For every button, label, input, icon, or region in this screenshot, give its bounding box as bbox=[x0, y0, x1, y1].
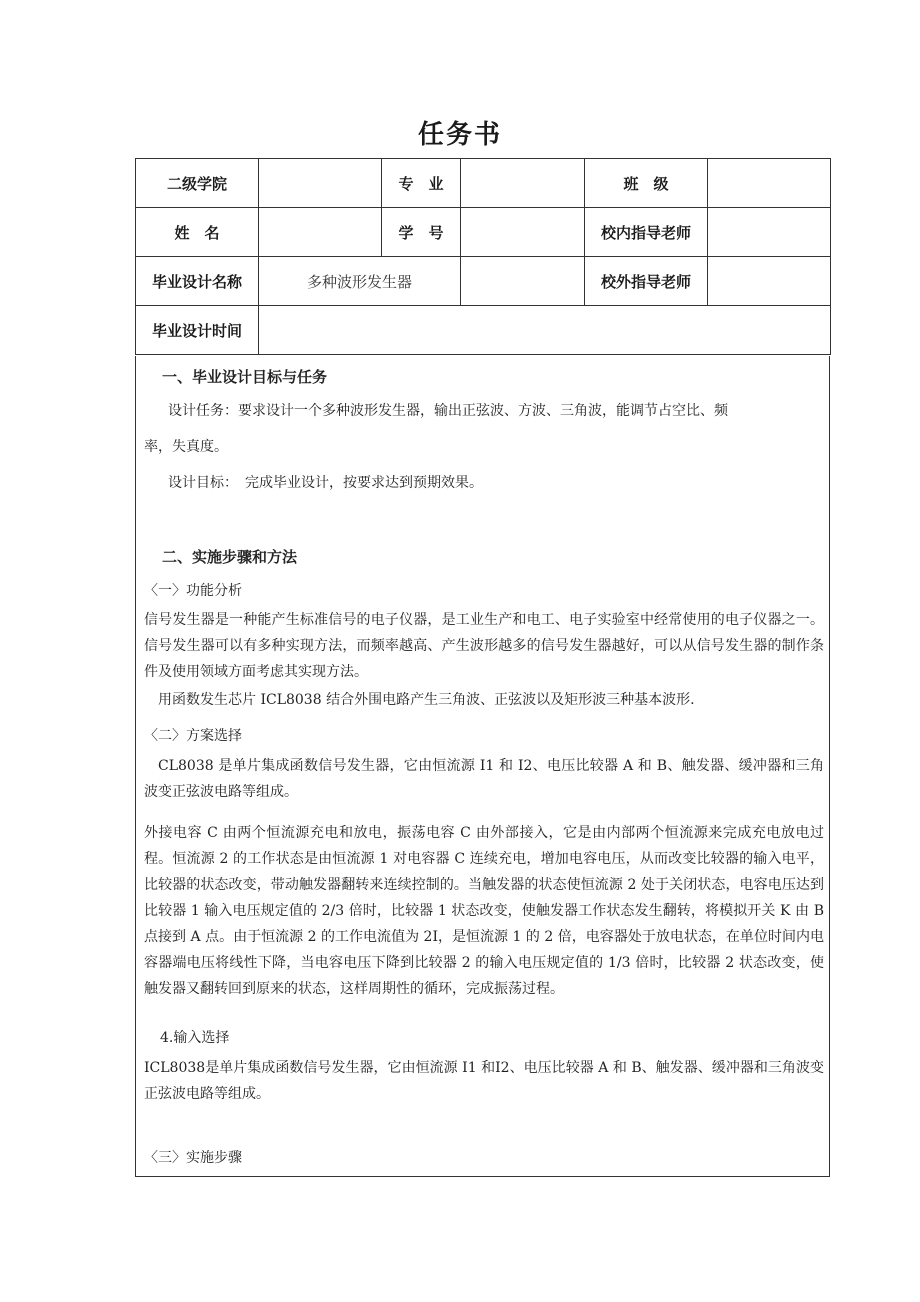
project-name-label: 毕业设计名称 bbox=[136, 257, 259, 306]
info-form-table bbox=[135, 158, 831, 355]
external-advisor-label: 校外指导老师 bbox=[585, 257, 708, 306]
class-label: 班 级 bbox=[585, 159, 708, 208]
subsection-input-selection: 4.输入选择 bbox=[160, 1030, 230, 1046]
major-field[interactable] bbox=[461, 159, 585, 208]
task-line-1: 设计任务：要求设计一个多种波形发生器，输出正弦波、方波、三角波，能调节占空比、频 bbox=[168, 403, 728, 419]
major-label: 专 业 bbox=[382, 159, 461, 208]
form-row-2 bbox=[136, 208, 831, 257]
project-time-field[interactable] bbox=[259, 306, 831, 355]
subsection-function-analysis: 〈一〉功能分析 bbox=[144, 583, 242, 599]
form-row-3 bbox=[136, 257, 831, 306]
project-time-label: 毕业设计时间 bbox=[136, 306, 259, 355]
student-id-field[interactable] bbox=[461, 208, 585, 257]
name-field[interactable] bbox=[259, 208, 382, 257]
paragraph-cl8038: CL8038 是单片集成函数信号发生器，它由恒流源 I1 和 I2、电压比较器 A 和 B、触发器、缓冲器和三角波变正弦波电路等组成。 bbox=[144, 758, 824, 800]
student-id-label: 学 号 bbox=[382, 208, 461, 257]
goal-line: 设计目标： 完成毕业设计，按要求达到预期效果。 bbox=[168, 475, 483, 491]
paragraph-signal-generator: 信号发生器是一种能产生标准信号的电子仪器，是工业生产和电工、电子实验室中经常使用的电子仪器之一。信号发生器可以有多种实现方法，而频率越高、产生波形越多的信号发生器越好，可以从信号发生器的制作条件及使用领域方面考虑其实现方法。 bbox=[144, 612, 824, 680]
external-advisor-field[interactable] bbox=[708, 257, 831, 306]
empty-cell bbox=[461, 257, 585, 306]
paragraph-oscillation: 外接电容 C 由两个恒流源充电和放电，振荡电容 C 由外部接入，它是由内部两个恒流源来完成充电放电过程。恒流源 2 的工作状态是由恒流源 1 对电容器 C 连续充电，增加电容电压，从而改变比较器的输入电平，比较器的状态改变，带动触发器翻转来连续控制的。当触发器的状态使恒流源 2 处于关闭状态，电容电压达到比较器 1 输入电压规定值的 2/3 倍时，比较器 1 状态改变，使触发器工作状态发生翻转，将模拟开关 K 由 B 点接到 A 点。由于恒流源 2 的工作电流值为 2I，是恒流源 1 的 2 倍，电容器处于放电状态，在单位时间内电容器端电压将线性下降，当电容电压下降到比较器 2 的输入电压规定值的 1/3 倍时，比较器 2 状态改变，使触发器又翻转回到原来的状态，这样周期性的循环，完成振荡过程。 bbox=[144, 825, 824, 997]
section1-heading: 一、毕业设计目标与任务 bbox=[162, 368, 328, 386]
form-row-1 bbox=[136, 159, 831, 208]
name-label: 姓 名 bbox=[136, 208, 259, 257]
class-field[interactable] bbox=[708, 159, 831, 208]
task-content-box bbox=[135, 356, 830, 1177]
paragraph-icl8038: 用函数发生芯片 ICL8038 结合外围电路产生三角波、正弦波以及矩形波三种基本波形. bbox=[158, 692, 695, 708]
subsection-implementation-steps: 〈三〉实施步骤 bbox=[144, 1150, 242, 1166]
project-name-field[interactable]: 多种波形发生器 bbox=[259, 257, 461, 306]
college-field[interactable] bbox=[259, 159, 382, 208]
form-row-4 bbox=[136, 306, 831, 355]
paragraph-icl8038-2: ICL8038是单片集成函数信号发生器，它由恒流源 I1 和I2、电压比较器 A 和 B、触发器、缓冲器和三角波变正弦波电路等组成。 bbox=[144, 1060, 824, 1102]
subsection-scheme-selection: 〈二〉方案选择 bbox=[144, 728, 242, 744]
internal-advisor-label: 校内指导老师 bbox=[585, 208, 708, 257]
page-title: 任务书 bbox=[417, 120, 502, 150]
task-line-2: 率，失真度。 bbox=[144, 439, 228, 455]
college-label: 二级学院 bbox=[136, 159, 259, 208]
section2-heading: 二、实施步骤和方法 bbox=[162, 548, 298, 566]
internal-advisor-field[interactable] bbox=[708, 208, 831, 257]
